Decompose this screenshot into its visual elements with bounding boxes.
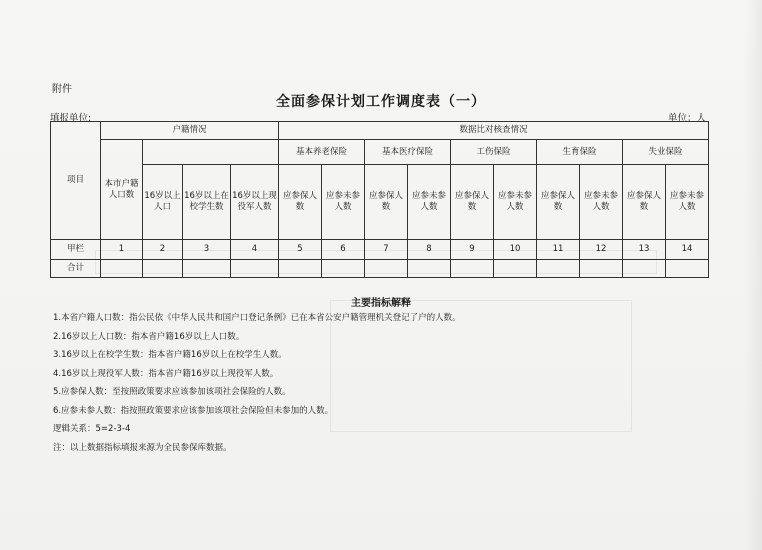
cell-empty (143, 260, 183, 278)
col-number: 10 (494, 240, 537, 260)
table-row-jialan (51, 240, 709, 260)
header-blank (143, 140, 279, 165)
cell-empty (580, 260, 623, 278)
table-row-total (51, 260, 709, 278)
page-edge-shadow (744, 0, 762, 550)
col-number: 5 (279, 240, 322, 260)
header-maternity: 生育保险 (537, 140, 623, 165)
header-maternity-not: 应参未参人数 (580, 165, 623, 240)
note-item: 注：以上数据指标填报来源为全民参保库数据。 (53, 442, 232, 453)
header-medical-not: 应参未参人数 (408, 165, 451, 240)
notes-title: 主要指标解释 (351, 298, 411, 309)
header-soldiers: 16岁以上现役军人数 (231, 165, 279, 240)
reporting-unit-label: 填报单位: (50, 113, 92, 124)
cell-empty (322, 260, 365, 278)
note-item: 2.16岁以上人口数：指本省户籍16岁以上人口数。 (53, 331, 245, 342)
header-medical: 基本医疗保险 (365, 140, 451, 165)
unit-label: 单位：人 (667, 113, 706, 124)
note-item: 1.本省户籍人口数：指公民依《中华人民共和国户口登记条例》已在本省公安户籍管理机关登记了户的人数。 (53, 313, 461, 323)
header-unemployment-should: 应参保人数 (623, 165, 666, 240)
page-title: 全面参保计划工作调度表（一） (276, 94, 486, 110)
col-number: 6 (322, 240, 365, 260)
note-item: 4.16岁以上现役军人数：指本省户籍16岁以上现役军人数。 (53, 368, 279, 379)
col-number: 9 (451, 240, 494, 260)
col-number: 12 (580, 240, 623, 260)
col-number: 14 (666, 240, 709, 260)
note-item: 6.应参未参人数：指按照政策要求应该参加该项社会保险但未参加的人数。 (53, 405, 334, 416)
header-students: 16岁以上在校学生数 (183, 165, 231, 240)
header-medical-should: 应参保人数 (365, 165, 408, 240)
row-label-jialan: 甲栏 (51, 240, 101, 260)
cell-empty (494, 260, 537, 278)
cell-empty (183, 260, 231, 278)
header-injury-not: 应参未参人数 (494, 165, 537, 240)
header-age16plus: 16岁以上人口 (143, 165, 183, 240)
attachment-label: 附件 (52, 84, 72, 95)
dispatch-table (50, 121, 709, 278)
col-number: 8 (408, 240, 451, 260)
header-pension: 基本养老保险 (279, 140, 365, 165)
note-item: 5.应参保人数：至按照政策要求应该参加该项社会保险的人数。 (53, 387, 291, 397)
note-item: 3.16岁以上在校学生数：指本省户籍16岁以上在校学生人数。 (53, 350, 287, 360)
col-number: 7 (365, 240, 408, 260)
cell-empty (408, 260, 451, 278)
header-hukou: 户籍情况 (101, 122, 279, 140)
header-unemployment: 失业保险 (623, 140, 709, 165)
header-unemployment-not: 应参未参人数 (666, 165, 709, 240)
header-injury-should: 应参保人数 (451, 165, 494, 240)
header-comparison: 数据比对核查情况 (279, 122, 709, 140)
header-maternity-should: 应参保人数 (537, 165, 580, 240)
cell-empty (666, 260, 709, 278)
notes-list (53, 309, 461, 457)
cell-empty (623, 260, 666, 278)
col-number: 2 (143, 240, 183, 260)
header-injury: 工伤保险 (451, 140, 537, 165)
col-number: 11 (537, 240, 580, 260)
cell-empty (365, 260, 408, 278)
header-pension-should: 应参保人数 (279, 165, 322, 240)
header-registered-pop: 本市户籍人口数 (101, 140, 143, 240)
cell-empty (101, 260, 143, 278)
cell-empty (231, 260, 279, 278)
col-number: 3 (183, 240, 231, 260)
col-number: 1 (101, 240, 143, 260)
row-label-total: 合计 (51, 260, 101, 278)
cell-empty (279, 260, 322, 278)
header-item: 项目 (51, 122, 101, 240)
col-number: 4 (231, 240, 279, 260)
header-pension-not: 应参未参人数 (322, 165, 365, 240)
cell-empty (537, 260, 580, 278)
col-number: 13 (623, 240, 666, 260)
note-item: 逻辑关系：5=2-3-4 (53, 424, 131, 434)
cell-empty (451, 260, 494, 278)
